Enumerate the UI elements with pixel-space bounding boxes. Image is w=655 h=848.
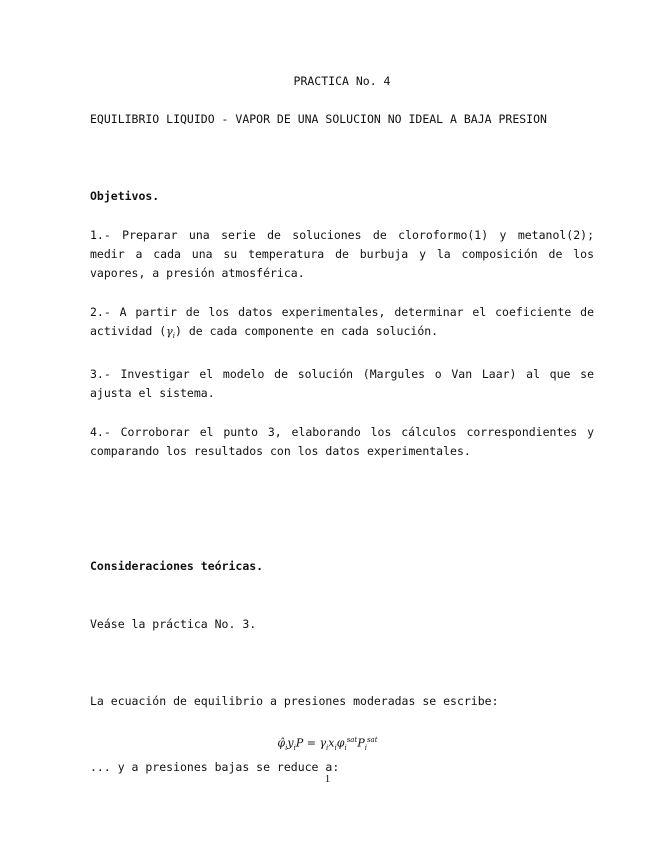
equation-intro: La ecuación de equilibrio a presiones moderadas se escribe: bbox=[90, 694, 499, 708]
practice-title: EQUILIBRIO LIQUIDO - VAPOR DE UNA SOLUCION NO IDEAL A BAJA PRESION bbox=[90, 112, 547, 126]
objective-3: 3.- Investigar el modelo de solución (Margules o Van Laar) al que se ajusta el sistema. bbox=[90, 367, 594, 400]
objective-1: 1.- Preparar una serie de soluciones de cloroformo(1) y metanol(2); medir a cada una su temperatura de burbuja y la composición de los vapores, a presión atmosférica. bbox=[90, 228, 594, 280]
see-practice-reference: Veáse la práctica No. 3. bbox=[90, 617, 257, 631]
objective-2-text-before: 2.- A partir de los datos experimentales, determinar el coeficiente de actividad ( bbox=[90, 305, 594, 338]
theory-heading: Consideraciones teóricas. bbox=[90, 559, 264, 573]
objective-2 bbox=[90, 303, 594, 346]
equilibrium-equation: $\varphî_iy_iP = \gamma_ix_i\varphi_i^{sat}P_i^{sat}$ bbox=[277, 736, 378, 752]
gamma-symbol: $\gamma_i$ bbox=[166, 325, 175, 341]
practice-number: PRACTICA No. 4 bbox=[293, 74, 391, 88]
page-number: 1 bbox=[324, 773, 331, 785]
objectives-heading: Objetivos. bbox=[90, 189, 160, 203]
objective-4: 4.- Corroborar el punto 3, elaborando los cálculos correspondientes y comparando los resultados con los datos experimentales. bbox=[90, 425, 594, 458]
low-pressure-intro: ... y a presiones bajas se reduce a: bbox=[90, 760, 340, 774]
objective-2-text-after: ) de cada componente en cada solución. bbox=[175, 324, 439, 338]
